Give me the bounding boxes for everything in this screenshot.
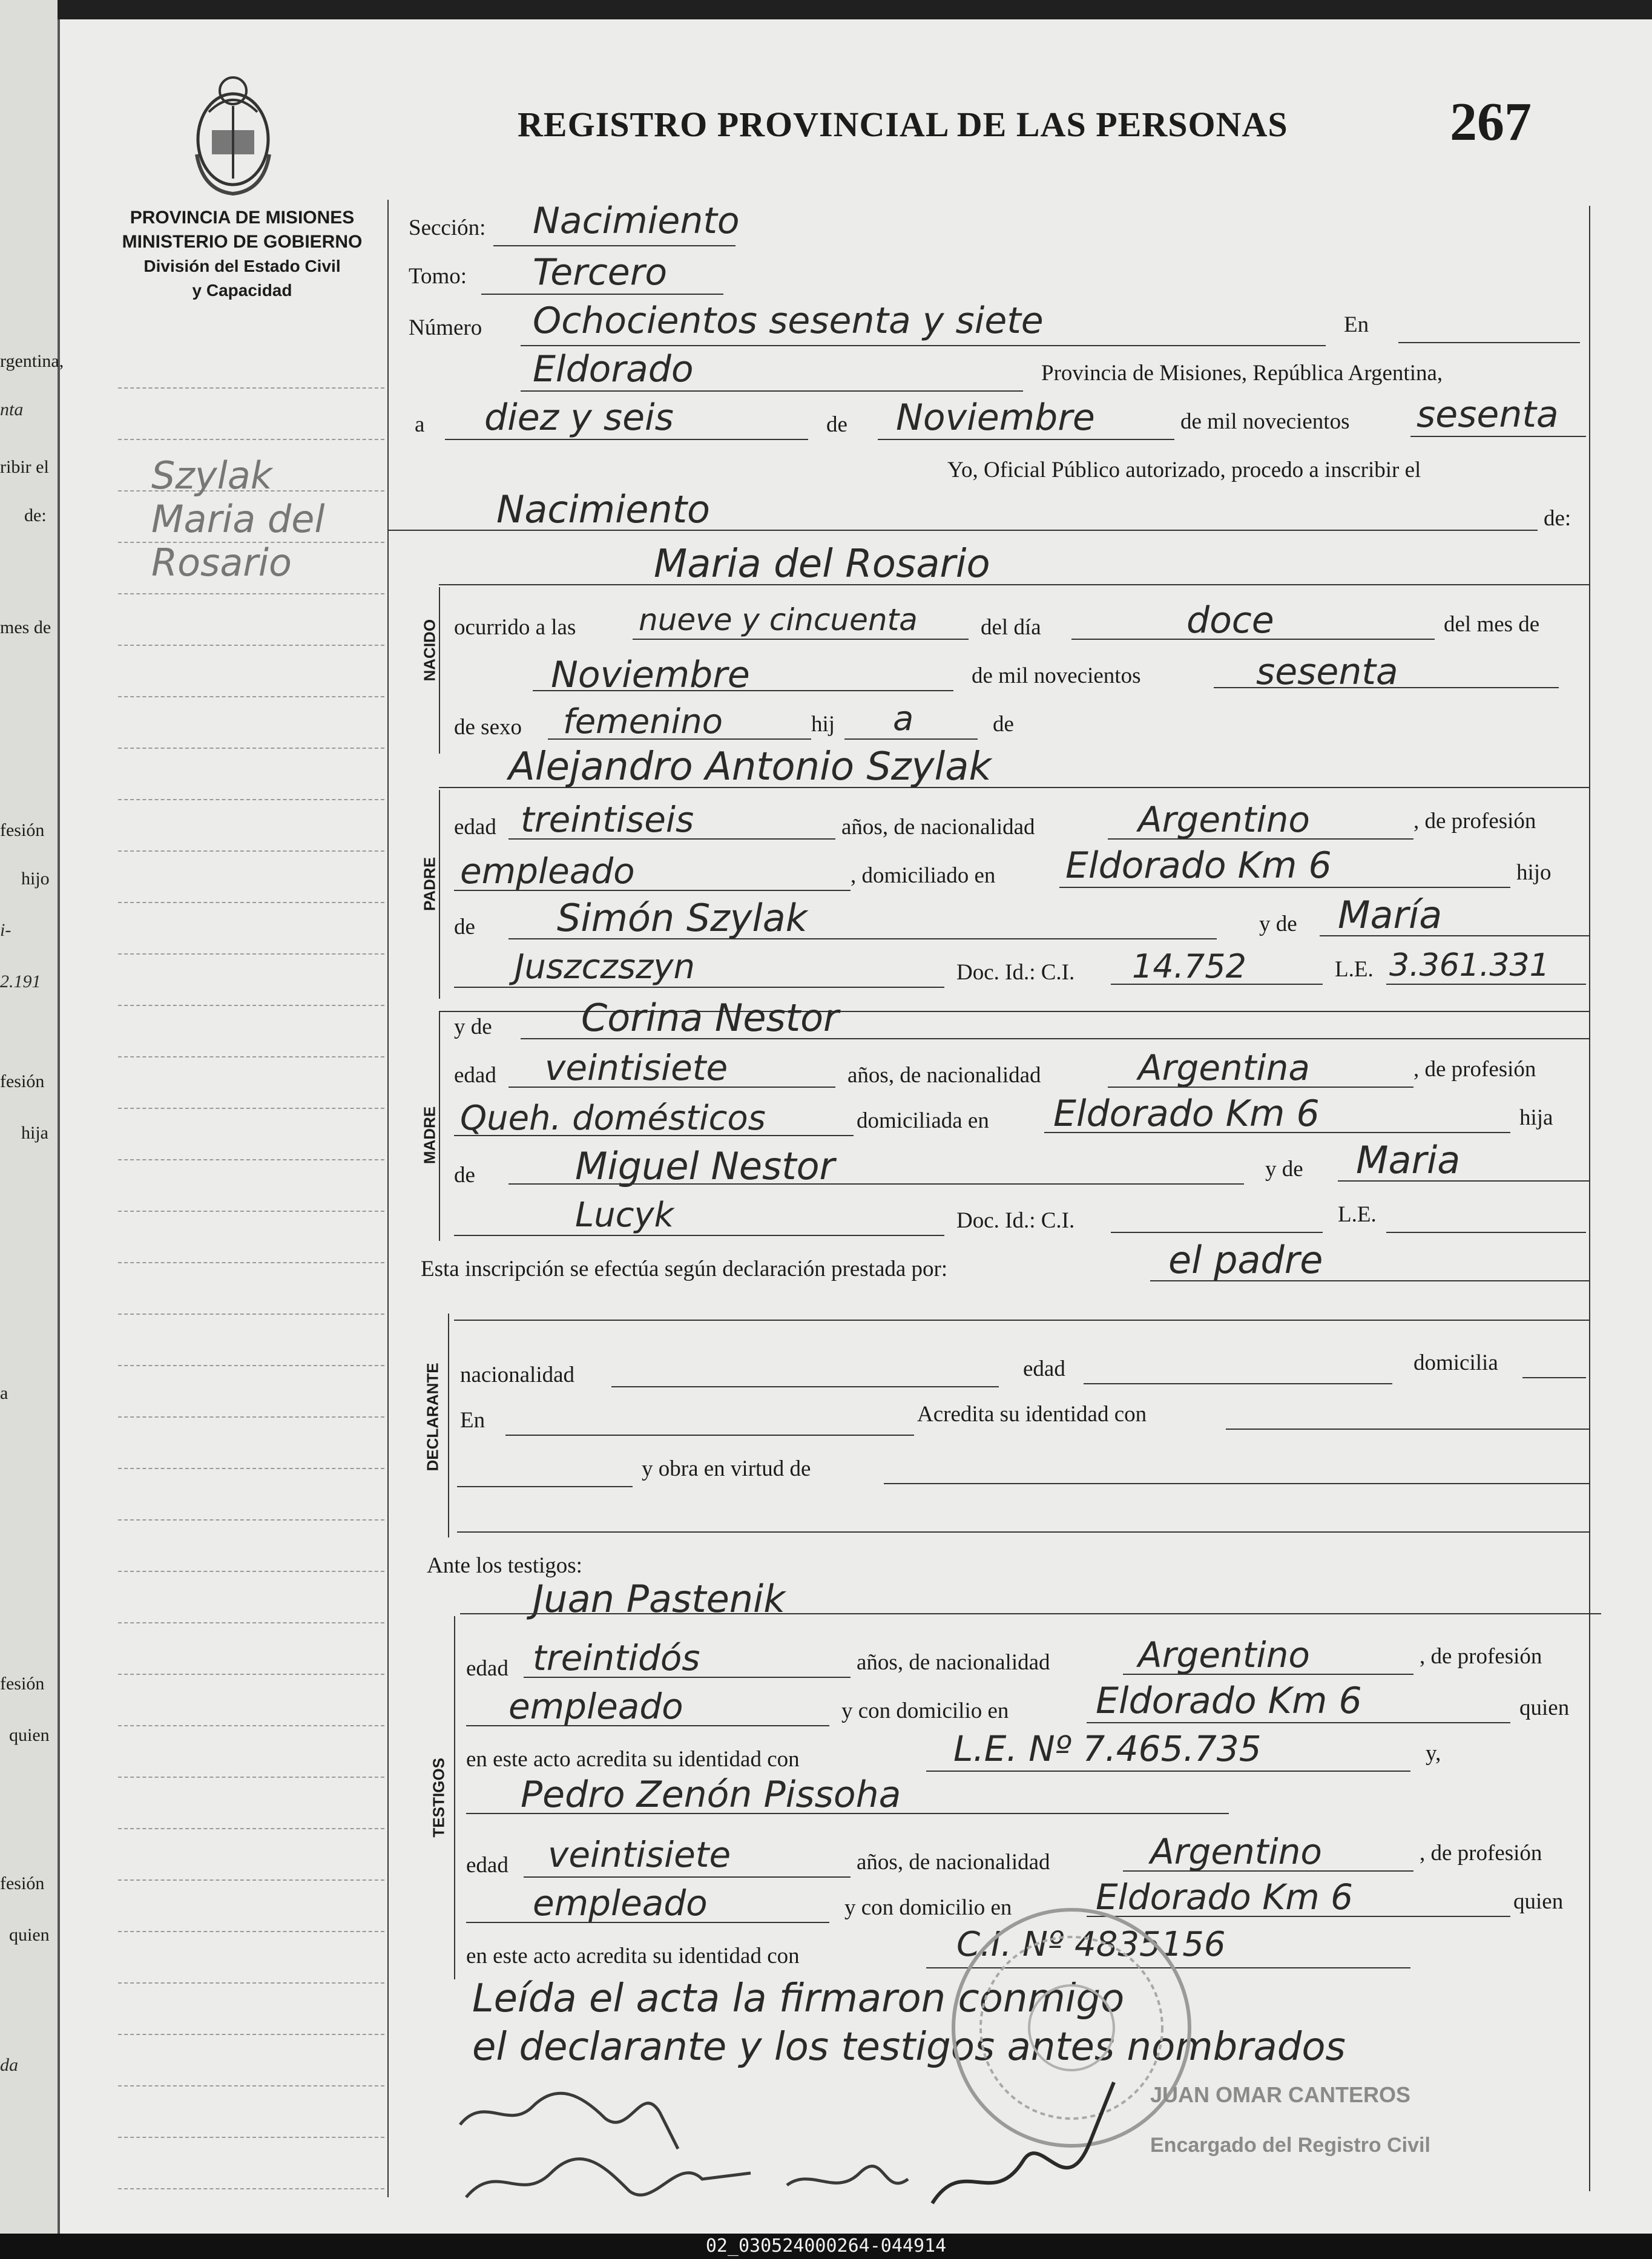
numero-line [521,345,1326,346]
de-label: de [826,412,847,437]
sexo-value: femenino [563,702,723,741]
t1-acredita-label: en este acto acredita su identidad con [466,1747,800,1772]
madre-le-line [1386,1232,1586,1233]
t1-y-label: y, [1426,1741,1441,1766]
margin-rule [118,645,384,646]
padre-madre-value: María [1338,893,1443,937]
t2-nombre-line [466,1813,1229,1814]
t2-dom-label: y con domicilio en [844,1895,1012,1920]
numero-label: Número [409,315,482,340]
stamp-name: JUAN OMAR CANTEROS [1150,2082,1411,2107]
t2-prof-line [466,1922,829,1923]
padre-edad-label: edad [454,815,496,840]
prev-page-fragment: fesión [0,820,45,840]
declarante-en-label: En [460,1408,485,1433]
hij-label: hij [811,712,835,737]
t2-prof-value: empleado [533,1882,708,1924]
t2-edad-line [524,1876,851,1878]
t1-id-value: L.E. Nº 7.465.735 [953,1728,1262,1769]
declarante-bottom-line [457,1531,1589,1533]
prev-page-fragment: ribir el [0,457,49,477]
hora-line [633,639,969,640]
declarante-nac-line [611,1386,999,1387]
prev-page-fragment: fesión [0,1674,45,1694]
t1-nombre-value: Juan Pastenik [533,1577,786,1621]
prev-page-fragment: da [0,2055,18,2075]
margin-rule [118,1879,384,1881]
t2-nac-label: años, de nacionalidad [857,1850,1050,1875]
madre-y-de-label: y de [454,1014,492,1039]
mes-nac-line [533,690,953,691]
prev-page-fragment: rgentina, [0,351,64,371]
declarante-value: el padre [1168,1238,1323,1282]
tomo-label: Tomo: [409,264,467,289]
margin-rule [118,1571,384,1572]
closing-line-1: Leída el acta la firmaron conmigo [472,1976,1125,2021]
madre-nac-label: años, de nacionalidad [847,1063,1041,1088]
madre-dom-value: Eldorado Km 6 [1053,1093,1320,1135]
t2-edad-label: edad [466,1853,508,1878]
margin-note-line-1: Szylak [151,453,272,498]
madre-de-label: de [454,1163,475,1188]
declarante-blank-line [454,1320,1589,1321]
declarante-edad-line [1084,1383,1392,1384]
document-title: REGISTRO PROVINCIAL DE LAS PERSONAS [518,105,1288,144]
madre-doc-label: Doc. Id.: C.I. [956,1208,1075,1233]
padre-ci-line [1111,984,1323,985]
del-dia-label: del día [981,615,1041,640]
margin-rule [118,1725,384,1726]
anio-nac-value: sesenta [1256,651,1398,693]
en-line [1398,342,1580,343]
prev-page-fragment: fesión [0,1873,45,1893]
padre-madre-ap-value: Juszczszyn [515,947,695,987]
form-right-border [1589,206,1590,2191]
madre-madre-value: Maria [1356,1138,1461,1182]
inscribir-value: Nacimiento [496,487,710,531]
org-line-3: División del Estado Civil [143,257,341,275]
seccion-label: Sección: [409,215,486,240]
t2-nombre-value: Pedro Zenón Pissoha [521,1774,901,1816]
lugar-line [521,390,1023,392]
dia-line [445,439,808,440]
margin-rule [118,799,384,800]
de-sexo-label: de sexo [454,715,522,740]
nombre-value: Maria del Rosario [654,542,990,587]
madre-hija-label: hija [1519,1105,1553,1130]
declarante-obra-blank [457,1486,633,1487]
margin-rule [118,1674,384,1675]
org-line-2: MINISTERIO DE GOBIERNO [122,232,363,252]
margin-rule [118,1314,384,1315]
mes-line [878,439,1174,440]
declarante-en-line [505,1435,914,1436]
madre-edad-label: edad [454,1063,496,1088]
padre-dom-label: , domiciliado en [851,863,996,888]
padre-side-label: PADRE [420,857,439,912]
madre-nac-value: Argentina [1138,1047,1310,1088]
madre-dom-line [1044,1132,1510,1133]
declarante-domicilia-line [1522,1377,1586,1378]
ante-testigos-label: Ante los testigos: [427,1553,582,1578]
t1-nac-value: Argentino [1138,1634,1310,1675]
seccion-value: Nacimiento [533,200,740,242]
padre-padre-value: Simón Szylak [557,896,808,940]
margin-note-line-2: Maria del [151,497,325,541]
t1-nac-label: años, de nacionalidad [857,1650,1050,1675]
margin-note [151,454,325,585]
t2-dom-value: Eldorado Km 6 [1096,1876,1354,1918]
declarante-obra-line [884,1483,1589,1484]
padre-edad-value: treintiseis [521,799,694,840]
dia-nac-line [1071,639,1435,640]
padre-dom-value: Eldorado Km 6 [1065,844,1332,887]
margin-rule [118,902,384,903]
margin-rule [118,1211,384,1212]
margin-rule [118,748,384,749]
padre-y-de-label: y de [1259,912,1297,936]
anio-value: sesenta [1417,393,1559,436]
t2-acredita-label: en este acto acredita su identidad con [466,1944,800,1968]
margin-rule [118,439,384,440]
margin-rule [118,1519,384,1521]
padre-de-label: de [454,915,475,939]
declarante-acredita-line [1226,1429,1589,1430]
t1-edad-label: edad [466,1656,508,1681]
prev-page-fragment: quien [9,1925,50,1945]
prev-page-fragment: hija [21,1123,48,1143]
padre-madre-ap-line [454,987,944,988]
testigos-side-label: TESTIGOS [429,1758,448,1838]
declaracion-label: Esta inscripción se efectúa según declaración prestada por: [421,1257,948,1281]
margin-rule [118,1777,384,1778]
padre-nac-label: años, de nacionalidad [841,815,1035,840]
t1-prof-value: empleado [508,1686,683,1727]
margin-rule [118,1416,384,1418]
hij-line [844,738,978,740]
anio-line [1410,436,1586,437]
madre-y-de-label2: y de [1265,1157,1303,1182]
padre-madre-line [1320,935,1589,936]
margin-rule [118,2085,384,2086]
coat-of-arms-icon [185,64,281,203]
t1-edad-line [524,1677,851,1678]
org-line-1: PROVINCIA DE MISIONES [130,208,355,228]
mes-value: Noviembre [896,396,1095,439]
t1-dom-value: Eldorado Km 6 [1096,1680,1362,1722]
padre-nombre-value: Alejandro Antonio Szylak [508,745,992,789]
signatures-icon [448,2058,1265,2221]
t1-nac-line [1123,1674,1413,1675]
prev-page-fragment: de: [24,505,47,525]
seccion-line [493,245,736,246]
provincia-label: Provincia de Misiones, República Argentina, [1041,361,1443,386]
inscribir-line [387,530,1538,531]
hij-suffix-value: a [893,699,914,738]
madre-nombre-line [521,1038,1589,1039]
t2-prof-label: , de profesión [1420,1841,1542,1866]
padre-prof-label: , de profesión [1413,809,1536,834]
margin-rule [118,1262,384,1263]
prev-page-fragment: i- [0,920,12,940]
t2-edad-value: veintisiete [548,1834,731,1875]
margin-divider [387,200,389,2197]
margin-note-line-3: Rosario [151,541,292,585]
declarante-domicilia-label: domicilia [1413,1350,1498,1375]
de-hij-label: de [993,712,1014,737]
del-mes-label: del mes de [1444,612,1540,637]
padre-padre-line [508,938,1217,939]
sexo-line [548,738,811,740]
madre-padre-value: Miguel Nestor [575,1144,835,1188]
t1-prof-line [466,1725,829,1726]
declarante-bracket [448,1314,449,1537]
t1-nombre-line [460,1613,1601,1614]
madre-nombre-value: Corina Nestor [581,996,839,1040]
anio-nac-line [1214,687,1559,688]
previous-page-edge [0,0,60,2234]
de-colon-label: de: [1544,506,1571,531]
en-label: En [1344,312,1369,337]
padre-ci-value: 14.752 [1132,947,1246,985]
page-number: 267 [1450,92,1532,152]
madre-edad-line [508,1087,835,1088]
t1-quien-label: quien [1519,1695,1570,1720]
madre-prof-value: Queh. domésticos [460,1099,766,1138]
margin-rule [118,2188,384,2189]
padre-nombre-line [439,787,1589,788]
madre-madre-ap-line [454,1235,944,1236]
madre-nac-line [1108,1087,1413,1088]
madre-madre-ap-value: Lucyk [575,1195,674,1235]
prev-page-fragment: fesión [0,1071,45,1091]
madre-prof-line [454,1135,854,1136]
madre-prof-label: , de profesión [1413,1057,1536,1082]
margin-rule [118,1622,384,1623]
t2-nac-value: Argentino [1150,1831,1322,1872]
madre-ci-line [1111,1232,1323,1233]
declarante-obra-label: y obra en virtud de [642,1456,811,1481]
t1-dom-label: y con domicilio en [841,1698,1009,1723]
inscribir-label: Yo, Oficial Público autorizado, procedo a inscribir el [947,458,1421,482]
margin-rule [118,1468,384,1469]
ocurrido-label: ocurrido a las [454,615,576,640]
margin-rule [118,1005,384,1006]
margin-rule [118,2137,384,2138]
tomo-value: Tercero [533,251,668,294]
margin-rule [118,1982,384,1984]
margin-rule [118,1108,384,1109]
margin-rule [118,1365,384,1366]
madre-side-label: MADRE [420,1106,439,1165]
dia-nac-value: doce [1186,599,1274,642]
prev-page-fragment: 2.191 [0,972,41,991]
padre-dom-line [1059,887,1510,888]
padre-doc-label: Doc. Id.: C.I. [956,960,1075,985]
madre-madre-line [1338,1180,1589,1182]
org-line-4: y Capacidad [192,281,292,300]
declarante-edad-label: edad [1023,1356,1065,1381]
declarante-side-label: DECLARANTE [423,1363,442,1471]
dia-value: diez y seis [484,396,674,439]
madre-le-label: L.E. [1338,1202,1377,1227]
mes-nac-value: Noviembre [551,654,750,696]
margin-rule [118,1159,384,1160]
padre-le-line [1386,984,1586,985]
closing-line-2: el declarante y los testigos antes nombrados [472,2025,1346,2070]
margin-rule [118,953,384,955]
madre-dom-label: domiciliada en [857,1108,989,1133]
declarante-line [1150,1280,1589,1281]
padre-le-label: L.E. [1335,957,1374,982]
t2-quien-label: quien [1513,1889,1564,1914]
lugar-value: Eldorado [533,348,694,390]
de-mil-nac-label: de mil novecientos [972,663,1141,688]
numero-value: Ochocientos sesenta y siete [533,300,1044,342]
tomo-line [481,294,723,295]
t1-dom-line [1087,1722,1510,1723]
margin-rule [118,593,384,594]
nacido-side-label: NACIDO [420,619,439,682]
padre-nac-value: Argentino [1138,799,1310,840]
issuing-office [106,206,378,303]
t1-prof-label: , de profesión [1420,1644,1542,1669]
padre-edad-line [508,838,835,840]
margin-rule [118,387,384,389]
padre-le-value: 3.361.331 [1389,947,1550,984]
declarante-nac-label: nacionalidad [460,1363,575,1387]
scan-top-border [58,0,1652,19]
scan-footer-id: 02_030524000264-044914 [0,2234,1652,2259]
prev-page-fragment: nta [0,400,24,419]
declarante-acredita-label: Acredita su identidad con [917,1402,1147,1427]
t2-nac-line [1123,1870,1413,1872]
margin-rule [118,1931,384,1932]
prev-page-fragment: quien [9,1725,50,1745]
t1-edad-value: treintidós [533,1637,700,1679]
madre-padre-line [508,1183,1244,1185]
stamp-title: Encargado del Registro Civil [1150,2134,1430,2157]
margin-rule [118,1828,384,1829]
nombre-line [439,584,1589,585]
prev-page-fragment: mes de [0,617,51,637]
testigos-bracket [454,1616,455,1979]
margin-rule [118,850,384,852]
de-mil-label: de mil novecientos [1180,409,1350,434]
padre-nac-line [1108,838,1413,840]
t2-id-value: C.I. Nº 4835156 [956,1925,1226,1964]
padre-prof-value: empleado [460,850,635,892]
prev-page-fragment: hijo [21,869,50,889]
margin-rule [118,1056,384,1057]
hora-value: nueve y cincuenta [639,602,918,637]
t1-id-line [926,1771,1410,1772]
padre-prof-line [454,890,851,891]
madre-edad-value: veintisiete [545,1047,728,1088]
padre-hijo-label: hijo [1516,860,1552,885]
prev-page-fragment: a [0,1383,8,1403]
margin-rule [118,696,384,697]
a-label: a [415,412,425,437]
margin-rule [118,2034,384,2035]
